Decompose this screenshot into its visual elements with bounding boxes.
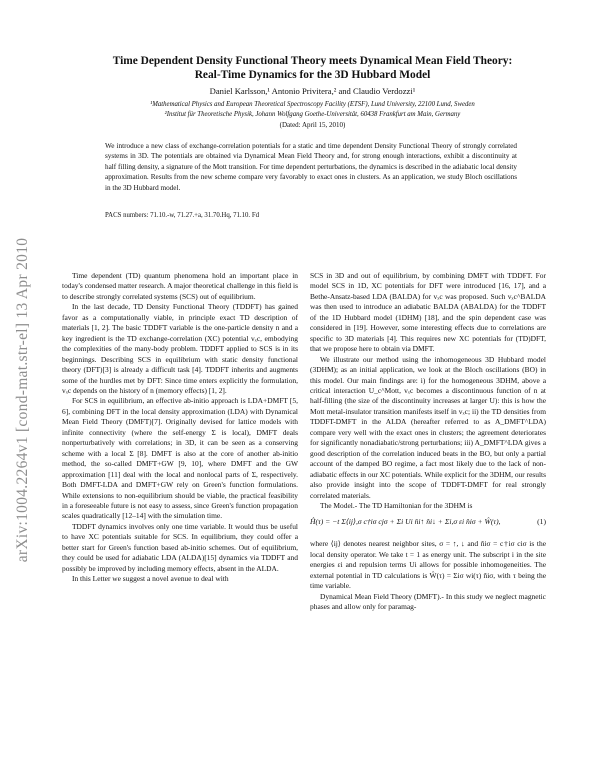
left-column xyxy=(62,271,298,585)
title-line-1: Time Dependent Density Functional Theory meets Dynamical Mean Field Theory: xyxy=(112,55,513,67)
paragraph-where: where ⟨ij⟩ denotes nearest neighbor sites, σ = ↑, ↓ and n̂iσ = c†iσ ciσ is the local density operator. We take t = 1 as energy unit. The subscript i in the site energies εi and repulsion terms Ui allows for possible inhomogeneities. The external potential in TD calculations is Ŵ(τ) = Σiσ wi(τ) n̂iσ, with τ being the time variable. xyxy=(310,539,546,591)
abstract: We introduce a new class of exchange-correlation potentials for a static and time dependent Density Functional Theory of strongly correlated systems in 3D. The potentials are obtained via Dynamical Mean Field Theory and, for strong enough interactions, exhibit a discontinuity at half filling density, a signature of the Mott transition. For time dependent perturbations, the dynamics is described in the adiabatic local density approximation. Results from the new scheme compare very favorably to exact ones in clusters. As an application, we study Bloch oscillations in the 3D Hubbard model. xyxy=(105,142,517,192)
paragraph-tddft: In the last decade, TD Density Functional Theory (TDDFT) has gained favor as a computationally viable, in principle exact TD description of materials [1, 2]. The basic TDDFT variable is the one-particle density n and a key ingredient is the TD exchange-correlation (XC) potential vₓc, embodying the complexities of the many-body problem. TDDFT applied to SCS is in its beginnings. Describing SCS in equilibrium with static density functional theory (DFT)[3] is already a difficult task [4]. TDDFT inherits and augments some of the hurdles met by DFT: Since time enters explicitly the formulation, vₓc depends on the history of n (memory effects) [1, 2]. xyxy=(62,302,298,395)
affiliations xyxy=(60,100,565,120)
affiliation-1: ¹Mathematical Physics and European Theoretical Spectroscopy Facility (ETSF), Lund University, 22100 Lund, Sweden xyxy=(150,101,475,108)
paragraph-lda-dmft: For SCS in equilibrium, an effective ab-initio approach is LDA+DMFT [5, 6], combining DFT in the local density approximation (LDA) with Dynamical Mean Field Theory (DMFT)[7]. Originally devised for lattice models with infinite connectivity (where the self-energy Σ is local), DMFT deals nonperturbatively with correlations; in 3D, it can be seen as a conserving scheme with a local Σ [8]. DMFT is also at the core of another ab-initio method, the so-called DMFT+GW [9, 10], where DMFT and the GW approximation [11] deal with the local and nonlocal parts of Σ, respectively. Both DMFT-LDA and DMFT+GW rely on Green's function formulations. While extensions to non-equilibrium should be viable, the practical feasibility in a foreseeable future is not easy to assess, since Green's function propagation scales quadratically [12–14] with the simulation time. xyxy=(62,396,298,521)
pacs-numbers: PACS numbers: 71.10.-w, 71.27.+a, 31.70.Hq, 71.10. Fd xyxy=(105,212,260,219)
title-line-2: Real-Time Dynamics for the 3D Hubbard Model xyxy=(194,69,431,81)
dated-line: (Dated: April 15, 2010) xyxy=(279,121,346,129)
author-list: Daniel Karlsson,¹ Antonio Privitera,² and Claudio Verdozzi¹ xyxy=(209,86,416,96)
paper-title xyxy=(60,54,565,82)
right-column xyxy=(310,271,546,613)
equation-1 xyxy=(310,513,546,537)
paragraph-xc-potentials: TDDFT dynamics involves only one time variable. It would thus be useful to have XC potentials suitable for SCS. In equilibrium, they could offer a better start for Green's function based ab-initio schemes. Out of equilibrium, they could be used for adiabatic LDA (ALDA)[15] dynamics via TDDFT and possibly be improved by including memory effects, absent in the ALDA. xyxy=(62,521,298,573)
hamiltonian-equation: Ĥ(τ) = −t Σ⟨ij⟩,σ c†iσ cjσ + Σi Ui n̂i↑ n̂i↓ + Σi,σ εi n̂iσ + Ŵ(τ), xyxy=(310,517,501,527)
affiliation-2: ²Institut für Theoretische Physik, Johann Wolfgang Goethe-Universität, 60438 Frankfurt am Main, Germany xyxy=(164,111,461,118)
paragraph-intro: Time dependent (TD) quantum phenomena hold an important place in today's condensed matter research. A major theoretical challenge in this field is to describe strongly correlated systems (SCS) out of equilibrium. xyxy=(62,271,298,301)
arxiv-stamp xyxy=(6,200,40,600)
paragraph-model-heading: The Model.- The TD Hamiltonian for the 3DHM is xyxy=(320,500,473,510)
paragraph-letter: In this Letter we suggest a novel avenue to deal with xyxy=(72,574,229,584)
paragraph-scs-3d: SCS in 3D and out of equilibrium, by combining DMFT with TDDFT. For model SCS in 1D, XC potentials for DFT were introduced [16, 17], and a Bethe-Ansatz-based LDA (BALDA) for vₓc was proposed. Such vₓc^BALDA was then used to introduce an adiabatic BALDA (ABALDA) for the TDDFT of the 1D Hubbard model (1DHM) [18], and the spin dependent case was considered in [19]. However, some interesting effects due to correlations are specific to 3D materials [4]. This requires new XC potentials for (TD)DFT, that we propose here to obtain via DMFT. xyxy=(310,271,546,354)
paragraph-dmft-heading: Dynamical Mean Field Theory (DMFT).- In this study we neglect magnetic phases and allow only for paramag- xyxy=(310,591,546,612)
arxiv-identifier: arXiv:1004.2264v1 [cond-mat.str-el] 13 Apr 2010 xyxy=(14,237,31,563)
equation-number: (1) xyxy=(537,517,546,527)
paragraph-findings: We illustrate our method using the inhomogeneous 3D Hubbard model (3DHM); as an initial application, we look at the Bloch oscillations (BO) in this model. Our main findings are: i) for the homogeneous 3DHM, above a critical interaction U_c^Mott, vₓc becomes a discontinuous function of n at half-filling (the size of the discontinuity increases at larger U): this is how the Mott metal-insulator transition manifests itself in vₓc; ii) the TD densities from TDDFT-DMFT in the ALDA (hereafter referred to as A_DMFT^LDA) compare very well with the exact ones in clusters; the agreement deteriorates for significantly nonadiabatic/strong perturbations; iii) A_DMFT^LDA gives a good description of the correlation induced beats in the BO, but only a partial account of the damped BO regime, a fact most likely due to the lack of non-adiabatic effects in our XC potentials. While explicit for the 3DHM, our results also provide insight into the scope of TDDFT-DMFT for real strongly correlated materials. xyxy=(310,354,547,500)
